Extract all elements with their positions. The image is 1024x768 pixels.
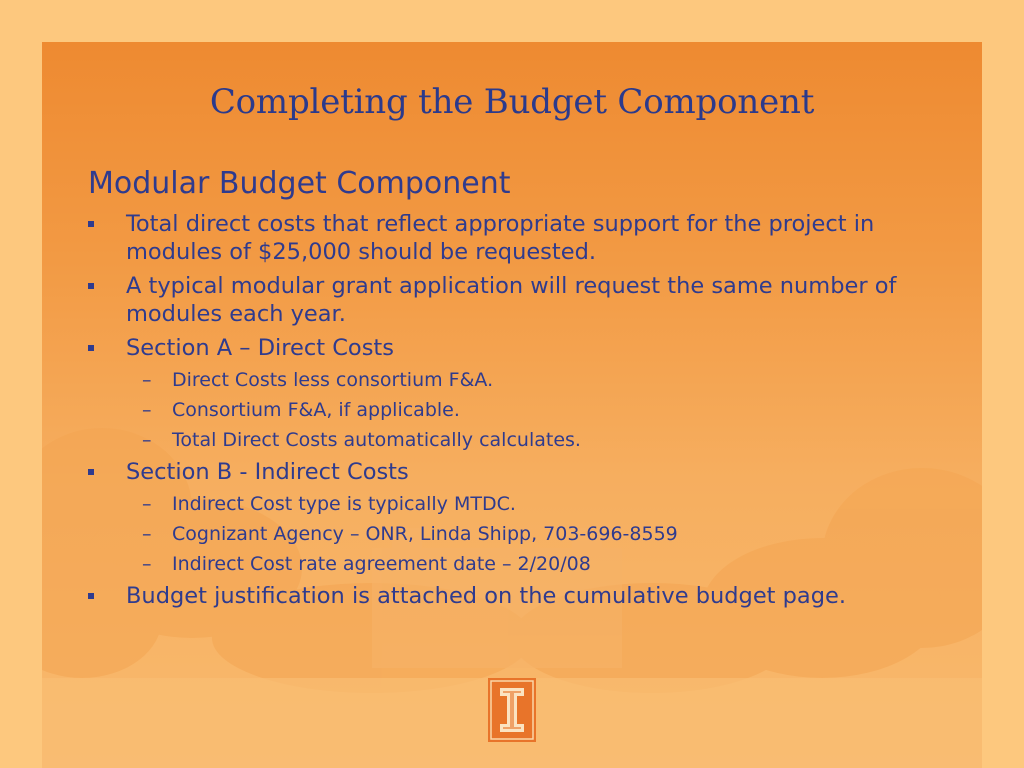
dash-bullet-icon: –: [142, 369, 152, 391]
sub-bullet-text: Indirect Cost type is typically MTDC.: [172, 493, 516, 515]
sub-bullet-item: [126, 425, 944, 455]
sub-bullet-item: [126, 395, 944, 425]
square-bullet-icon: [88, 469, 94, 475]
bullet-item: [84, 582, 944, 610]
sub-bullet-text: Cognizant Agency – ONR, Linda Shipp, 703-696-8559: [172, 523, 678, 545]
dash-bullet-icon: –: [142, 493, 152, 515]
sub-bullet-item: [126, 519, 944, 549]
dash-bullet-icon: –: [142, 429, 152, 451]
square-bullet-icon: [88, 221, 94, 227]
square-bullet-icon: [88, 593, 94, 599]
bullet-text: Budget justification is attached on the cumulative budget page.: [126, 583, 846, 609]
dash-bullet-icon: –: [142, 399, 152, 421]
square-bullet-icon: [88, 345, 94, 351]
sub-bullet-item: [126, 365, 944, 395]
bullet-item: [84, 458, 944, 579]
bullet-text: Section B - Indirect Costs: [126, 459, 409, 485]
bullet-text: Section A – Direct Costs: [126, 335, 394, 361]
section-heading: Modular Budget Component: [88, 166, 511, 201]
bullet-item: [84, 272, 944, 328]
bullet-text: A typical modular grant application will request the same number of modules each year.: [126, 273, 897, 327]
bullet-item: [84, 334, 944, 455]
sub-bullet-text: Total Direct Costs automatically calculates.: [172, 429, 581, 451]
sub-bullet-text: Consortium F&A, if applicable.: [172, 399, 460, 421]
dash-bullet-icon: –: [142, 523, 152, 545]
sub-bullet-item: [126, 549, 944, 579]
bullet-list-container: [84, 210, 944, 616]
square-bullet-icon: [88, 283, 94, 289]
bullet-item: [84, 210, 944, 266]
sub-bullet-text: Indirect Cost rate agreement date – 2/20/08: [172, 553, 591, 575]
sub-bullet-item: [126, 489, 944, 519]
sub-bullet-text: Direct Costs less consortium F&A.: [172, 369, 494, 391]
block-i-logo-icon: [488, 678, 536, 742]
bullet-text: Total direct costs that reflect appropriate support for the project in modules of $25,000 should be requested.: [126, 211, 875, 265]
slide: [42, 42, 982, 768]
slide-title: Completing the Budget Component: [209, 82, 815, 122]
dash-bullet-icon: –: [142, 553, 152, 575]
